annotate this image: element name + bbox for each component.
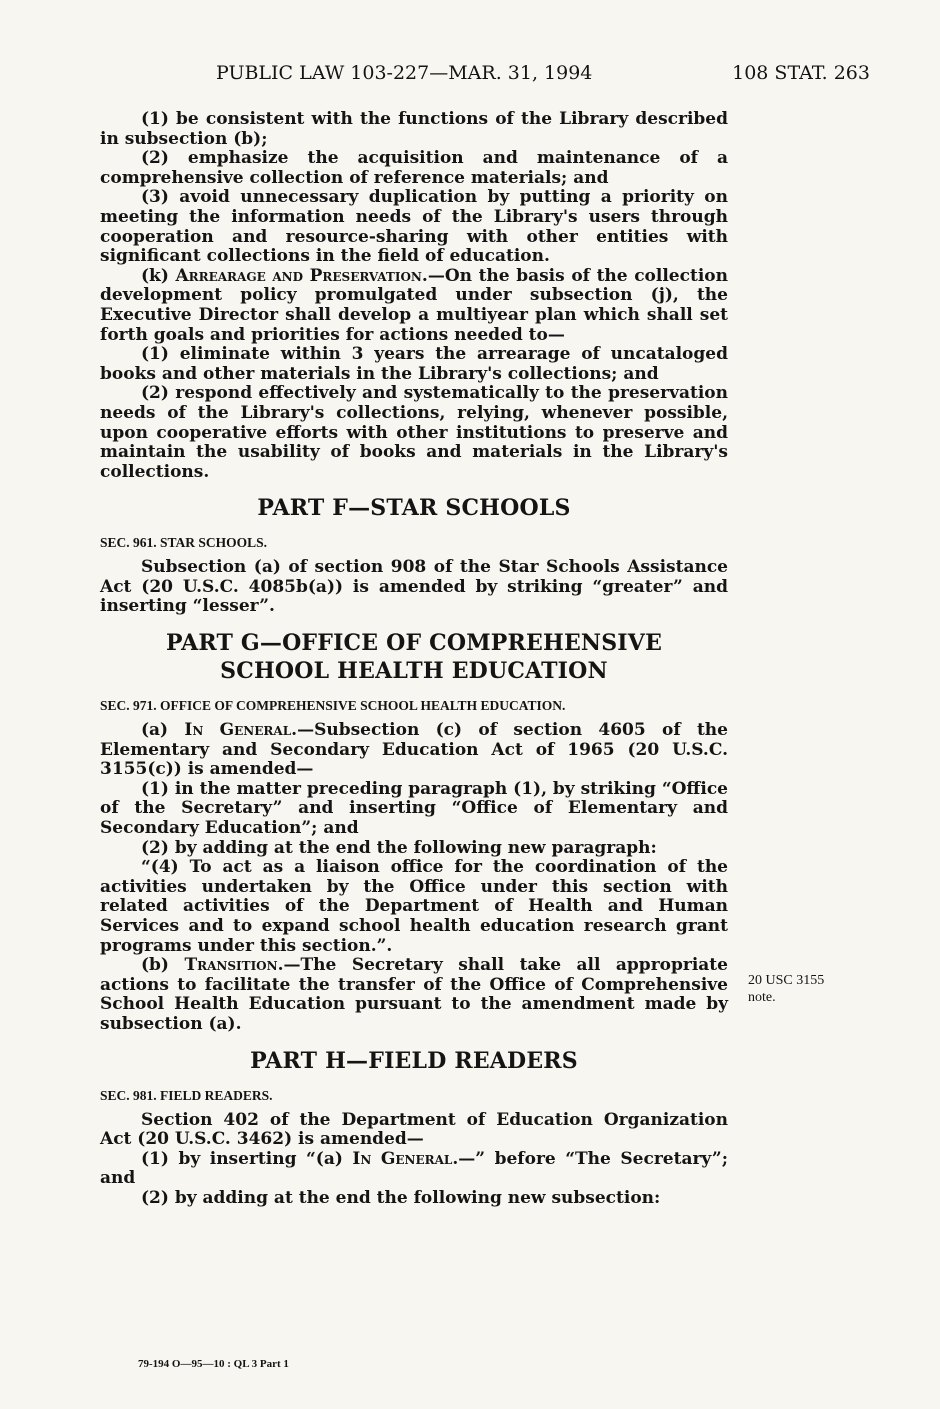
- paragraph-j2: (2) emphasize the acquisition and maintenance of a comprehensive collection of reference materials; and: [100, 148, 728, 188]
- subsection-971a-label: In General.: [184, 720, 298, 741]
- subsection-k-text: —On the basis of the collection development policy promulgated under subsection (j), the Executive Director shall develop a multiyear plan which shall set forth goals and priorities for actions needed to—: [100, 265, 728, 345]
- paragraph-981-1-post: —” before “The Secretary”; and: [100, 1148, 728, 1189]
- subsection-971a: [100, 721, 728, 780]
- margin-citation-note: [748, 972, 824, 1006]
- part-g-heading-line1: PART G—OFFICE OF COMPREHENSIVE: [165, 630, 663, 657]
- subsection-971b-prefix: (b): [141, 955, 185, 976]
- paragraph-981-1: [100, 1150, 728, 1189]
- print-code-footer: 79-194 O—95—10 : QL 3 Part 1: [138, 1358, 289, 1370]
- quoted-paragraph-4: “(4) To act as a liaison office for the coordination of the activities undertaken by the Office under this section with related activities of the Department of Health and Human Services and to expand school health education research grant programs under this section.”.: [100, 857, 728, 956]
- subsection-k-prefix: (k): [141, 265, 176, 286]
- paragraph-j3: (3) avoid unnecessary duplication by putting a priority on meeting the information needs of the Library's users through cooperation and resource-sharing with other entities with significant collections in the field of education.: [100, 187, 728, 267]
- paragraph-981-2: (2) by adding at the end the following new subsection:: [141, 1187, 661, 1208]
- page-header: [100, 62, 870, 92]
- subsection-971b-label: Transition.: [184, 955, 284, 976]
- paragraph-981-1-pre: (1) by inserting “(a): [141, 1148, 353, 1169]
- subsection-971b-text: —The Secretary shall take all appropriate actions to facilitate the transfer of the Office of Comprehensive School Health Education pursuant to the amendment made by subsection (a).: [100, 955, 728, 1034]
- paragraph-971a1: (1) in the matter preceding paragraph (1), by striking “Office of the Secretary” and inserting “Office of Elementary and Secondary Education”; and: [100, 778, 728, 839]
- margin-note-line1: 20 USC 3155: [748, 973, 825, 988]
- part-h-heading: PART H—FIELD READERS: [250, 1047, 578, 1074]
- subsection-971a-prefix: (a): [141, 720, 185, 741]
- subsection-k: [100, 267, 728, 345]
- paragraph-j1: (1) be consistent with the functions of the Library described in subsection (b);: [100, 109, 728, 149]
- paragraph-981-1-label: In General.: [352, 1148, 459, 1169]
- subsection-k-label: Arrearage and Preservation.: [175, 265, 428, 286]
- paragraph-k1: (1) eliminate within 3 years the arrearage of uncataloged books and other materials in the Library's collections; and: [100, 344, 728, 384]
- section-961-heading: SEC. 961. STAR SCHOOLS.: [100, 535, 268, 551]
- stat-page-number: 108 STAT. 263: [732, 62, 870, 84]
- section-971-heading: SEC. 971. OFFICE OF COMPREHENSIVE SCHOOL HEALTH EDUCATION.: [100, 698, 566, 714]
- part-f-heading: PART F—STAR SCHOOLS: [257, 495, 571, 522]
- section-961-text: Subsection (a) of section 908 of the Star Schools Assistance Act (20 U.S.C. 4085b(a)) is amended by striking “greater” and inserting “lesser”.: [100, 557, 728, 617]
- margin-note-line2: note.: [748, 990, 776, 1005]
- main-text-column: [100, 110, 728, 1209]
- subsection-971b: [100, 956, 728, 1034]
- section-981-heading: SEC. 981. FIELD READERS.: [100, 1087, 273, 1103]
- paragraph-k2: (2) respond effectively and systematically to the preservation needs of the Library's collections, relying, whenever possible, upon cooperative efforts with other institutions to preserve and maintain the usability of books and materials in the Library's collections.: [100, 383, 728, 482]
- subsection-971a-text: —Subsection (c) of section 4605 of the Elementary and Secondary Education Act of 1965 (20 U.S.C. 3155(c)) is amended—: [100, 720, 728, 780]
- paragraph-971a2: (2) by adding at the end the following new paragraph:: [141, 837, 657, 858]
- part-g-heading-line2: SCHOOL HEALTH EDUCATION: [220, 658, 608, 685]
- public-law-title: PUBLIC LAW 103-227—MAR. 31, 1994: [216, 62, 593, 84]
- section-981-text: Section 402 of the Department of Education Organization Act (20 U.S.C. 3462) is amended—: [100, 1109, 728, 1150]
